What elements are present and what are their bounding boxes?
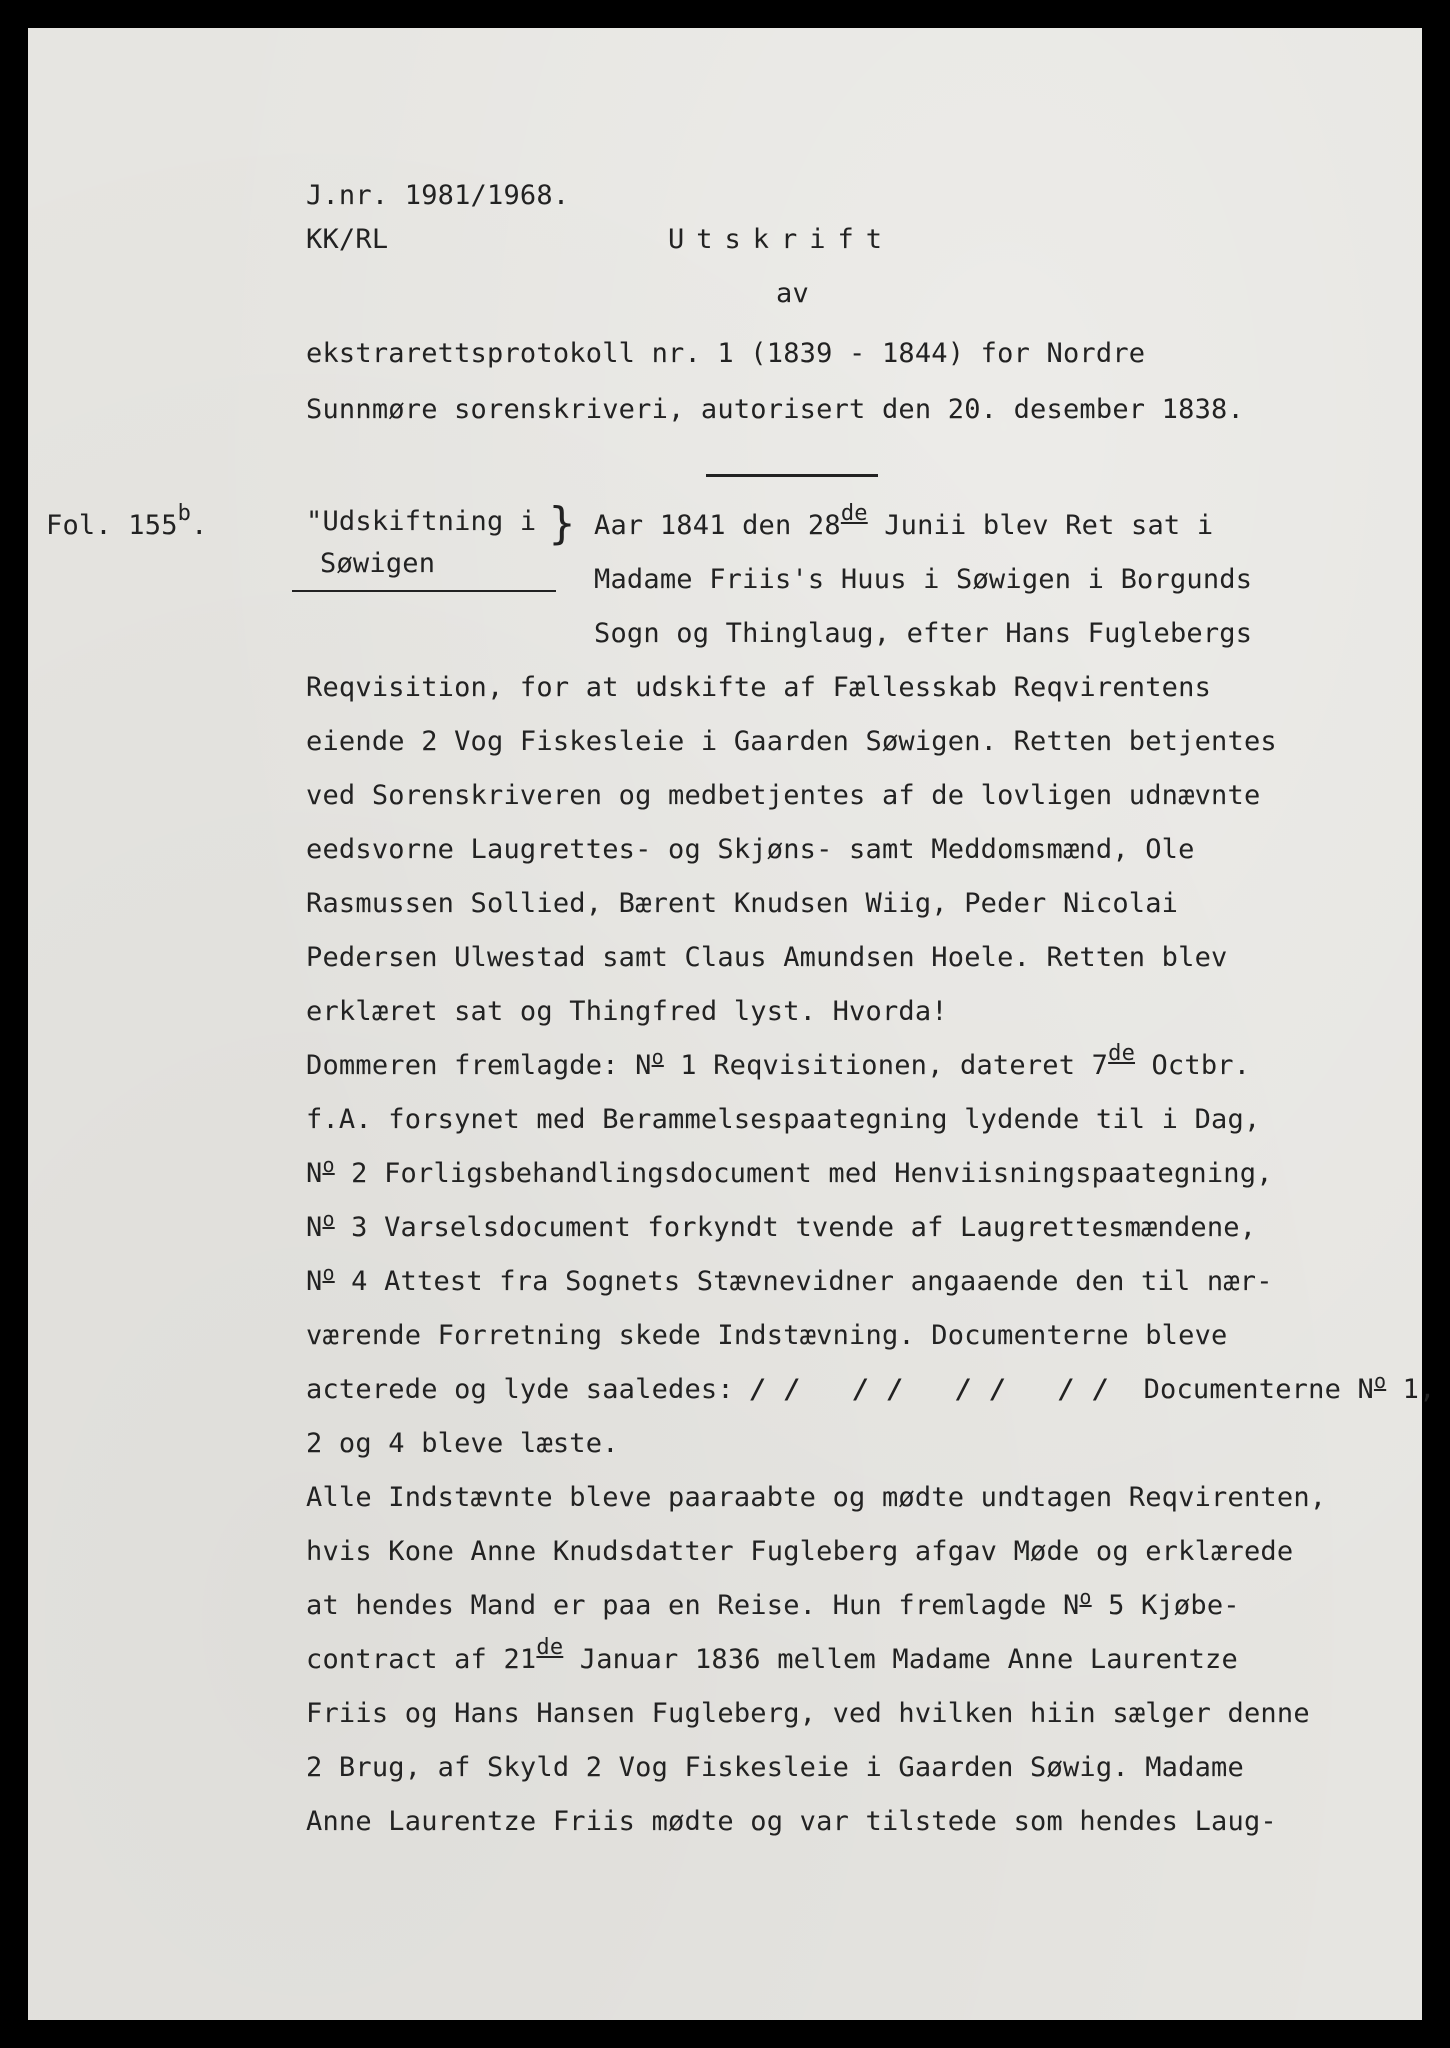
body-line-4: Reqvisition, for at udskifte af Fællesskab Reqvirentens	[306, 672, 1212, 703]
body-line-25: Anne Laurentze Friis mødte og var tilstede som hendes Laug-	[306, 1806, 1277, 1837]
side-heading-line-1: "Udskiftning i	[306, 506, 537, 537]
body-line-10: erklæret sat og Thingfred lyst. Hvorda!	[306, 996, 948, 1027]
body-line-7: eedsvorne Laugrettes- og Skjøns- samt Meddomsmænd, Ole	[306, 834, 1195, 865]
body-line-21: at hendes Mand er paa en Reise. Hun fremlagde $N^o$ 5 Kjøbe-	[306, 1585, 1240, 1621]
body-line-19: Alle Indstævnte bleve paaraabte og mødte undtagen Reqvirenten,	[306, 1482, 1327, 1513]
body-line-2: Madame Friis's Huus i Søwigen i Borgunds	[594, 564, 1253, 595]
side-heading-underline	[292, 590, 556, 592]
document-page	[28, 28, 1436, 2020]
document-title: Utskrift	[668, 224, 895, 255]
body-line-12: f.A. forsynet med Berammelsespaategning lydende til i Dag,	[306, 1104, 1261, 1135]
side-heading-brace: }	[548, 498, 576, 549]
body-line-9: Pedersen Ulwestad samt Claus Amundsen Hoele. Retten blev	[306, 942, 1228, 973]
body-line-5: eiende 2 Vog Fiskesleie i Gaarden Søwigen. Retten betjentes	[306, 726, 1277, 757]
body-line-18: 2 og 4 bleve læste.	[306, 1428, 619, 1459]
body-line-11: Dommeren fremlagde: $N^o$ 1 Reqvisitionen, dateret 7de Octbr.	[306, 1041, 1251, 1081]
body-line-14: $N^o$ 3 Varselsdocument forkyndt tvende af Laugrettesmændene,	[306, 1207, 1257, 1243]
initials: KK/RL	[306, 224, 389, 255]
journal-number: J.nr. 1981/1968.	[306, 180, 570, 211]
body-line-17: acterede og lyde saaledes: // // // // Documenterne $N^o$ 1,	[306, 1369, 1436, 1405]
handwritten-omission-marks: // // // //	[750, 1374, 1128, 1405]
body-line-23: Friis og Hans Hansen Fugleberg, ved hvilken hiin sælger denne	[306, 1698, 1310, 1729]
side-heading-line-2: Søwigen	[320, 548, 436, 579]
body-line-1: Aar 1841 den 28de Junii blev Ret sat i	[594, 501, 1214, 541]
body-line-13: $N^o$ 2 Forligsbehandlingsdocument med Henviisningspaategning,	[306, 1153, 1273, 1189]
body-line-16: værende Forretning skede Indstævning. Documenterne bleve	[306, 1320, 1228, 1351]
body-line-3: Sogn og Thinglaug, efter Hans Fuglebergs	[594, 618, 1253, 649]
body-line-15: $N^o$ 4 Attest fra Sognets Stævnevidner angaaende den til nær-	[306, 1261, 1273, 1297]
subtitle-line-1: ekstrarettsprotokoll nr. 1 (1839 - 1844) for Nordre	[306, 338, 1146, 369]
subtitle-line-2: Sunnmøre sorenskriveri, autorisert den 20. desember 1838.	[306, 394, 1244, 425]
title-divider	[706, 474, 878, 477]
folio-reference: Fol. 155$^b$.	[46, 501, 208, 541]
body-line-22: contract af 21de Januar 1836 mellem Madame Anne Laurentze	[306, 1635, 1238, 1675]
body-line-20: hvis Kone Anne Knudsdatter Fugleberg afgav Møde og erklærede	[306, 1536, 1294, 1567]
body-line-8: Rasmussen Sollied, Bærent Knudsen Wiig, Peder Nicolai	[306, 888, 1179, 919]
body-line-6: ved Sorenskriveren og medbetjentes af de lovligen udnævnte	[306, 780, 1261, 811]
title-connector: av	[776, 278, 809, 309]
body-line-24: 2 Brug, af Skyld 2 Vog Fiskesleie i Gaarden Søwig. Madame	[306, 1752, 1244, 1783]
